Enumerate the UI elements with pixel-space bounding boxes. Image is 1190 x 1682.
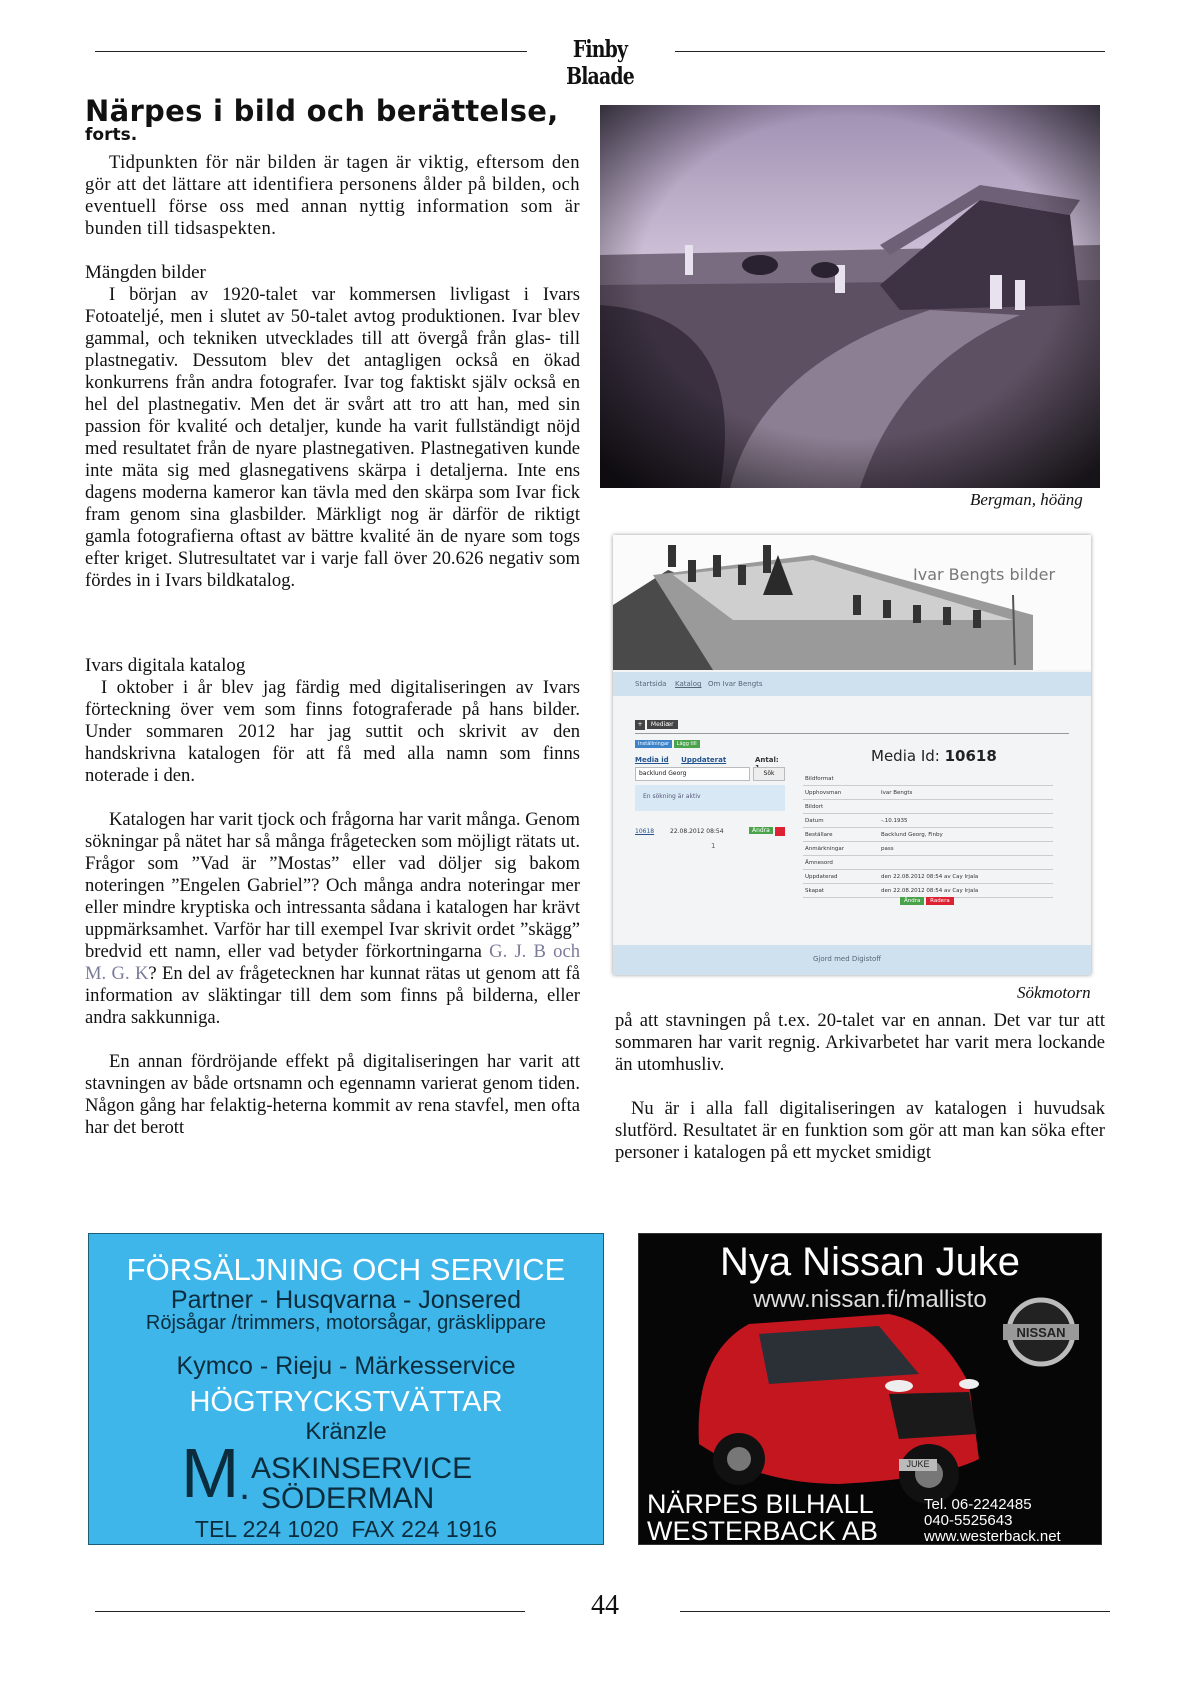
header-rule-right (675, 51, 1105, 52)
ad1-phone: TEL 224 1020 FAX 224 1916 (194, 1516, 498, 1542)
details-key: Bildformat (805, 776, 834, 782)
site-nav-bar (613, 672, 1091, 696)
photo-hay-meadow (600, 105, 1100, 488)
add-icon[interactable]: + (635, 720, 645, 730)
details-row (803, 800, 1053, 814)
nav-about[interactable]: Om Ivar Bengts (708, 680, 763, 688)
ad2-dealer-line2: WESTERBACK AB (647, 1516, 879, 1545)
site-footer (613, 945, 1091, 975)
site-footer-text: Gjord med Digistoff (813, 955, 882, 963)
article-subtitle: forts. (85, 125, 138, 145)
details-key: Ämnesord (805, 860, 833, 866)
ad1-company-line2: SÖDERMAN (261, 1482, 435, 1515)
details-value: den 22.08.2012 08:54 av Cay Irjala (881, 874, 979, 880)
nissan-logo-text: NISSAN (1016, 1325, 1066, 1340)
action-buttons (635, 740, 700, 748)
details-key: Anmärkningar (805, 846, 845, 852)
details-key: Uppdaterad (805, 874, 838, 880)
ad2-plate: JUKE (899, 1459, 937, 1471)
row-delete-button[interactable] (775, 827, 785, 836)
paragraph-result: Nu är i alla fall digitaliseringen av katalogen i huvudsak slutförd. Resultatet är en funktion som gör att man kan söka efter personer i katalogen på ett mycket smidigt (615, 1098, 1105, 1163)
ad2-web: www.westerback.net (924, 1528, 1061, 1545)
footer-rule-right (680, 1611, 1110, 1612)
ad2-phone2: 040-5525643 (924, 1512, 1013, 1529)
rooftop-banner-image (613, 535, 1091, 670)
ad1-kranzle: Kränzle (305, 1418, 387, 1445)
nav-home[interactable]: Startsida (635, 680, 667, 688)
header-rule-left (95, 51, 527, 52)
ad1-brands: Kymco - Rieju - Märkesservice (176, 1352, 516, 1380)
paragraph-catalog: I oktober i år blev jag färdig med digitaliseringen av Ivars förteckning över vem som finns fotograferade på hans bilder. Under sommaren 2012 har jag suttit och skrivit av den handskrivna katalogen för att få med alla namn som finns noterade i den. (85, 677, 580, 786)
details-key: Beställare (805, 832, 833, 838)
result-row[interactable] (635, 828, 795, 835)
toolbar (635, 720, 678, 730)
add-media-button[interactable]: Lägg till (674, 740, 700, 748)
ad1-products: Röjsågar /trimmers, motorsågar, gräsklippare (145, 1312, 547, 1334)
media-id-heading (871, 747, 997, 765)
ad2-url: www.nissan.fi/mallisto (753, 1286, 987, 1313)
column-left-top (85, 152, 580, 592)
ad2-title: Nya Nissan Juke (719, 1240, 1021, 1284)
nav-catalog[interactable]: Katalog (675, 680, 702, 688)
ad1-headline: FÖRSÄLJNING OCH SERVICE (126, 1252, 566, 1287)
section-heading-catalog: Ivars digitala katalog (85, 655, 246, 676)
paragraph-questions (85, 809, 580, 1029)
paragraph-spelling: En annan fördröjande effekt på digitaliseringen har varit att stavningen av både ortsnamn och egennamn varierat genom tiden. Någon gång har felaktig-heterna kommit av rena stavfel, men ofta har det berott (85, 1051, 580, 1138)
details-row (803, 842, 1053, 856)
details-row (803, 856, 1053, 870)
photo-caption: Bergman, höäng (970, 490, 1083, 509)
ad2-dealer-line1: NÄRPES BILHALL (647, 1489, 874, 1519)
row-edit-button[interactable]: Ändra (749, 827, 773, 834)
details-value: -.10.1935 (881, 818, 908, 824)
result-count: Antal: (755, 756, 779, 764)
details-key: Bildort (805, 804, 824, 810)
site-title: Ivar Bengts bilder (913, 565, 1056, 584)
details-row (803, 884, 1053, 898)
details-row (803, 772, 1053, 786)
details-key: Datum (805, 818, 824, 824)
results-header (635, 756, 779, 764)
paragraph-intro: Tidpunkten för när bilden är tagen är viktig, eftersom den gör att det lättare att identifiera personens ålder på bilden, och eventuell förse oss med annan nyttig information som är bunden till tidsaspekten. (85, 152, 580, 239)
details-value: den 22.08.2012 08:54 av Cay Irjala (881, 888, 979, 894)
result-row-id[interactable]: 10618 (635, 828, 655, 835)
paragraph-amount: I början av 1920-talet var kommersen livligast i Ivars Fotoateljé, men i slutet av 50-talet avtog produktionen. Ivar blev gammal, och tekniken utvecklades till att övergå från glas- till plastnegativ. Dessutom blev det antagligen också en ökad konkurrens från andra fotografer. Ivar tog faktiskt själv också en hel del plastnegativ. Men det är svårt att tro att han, med sin passion för kvalité och detaljer, kunde ha varit fullständigt nöjd med resultatet från de nyare plastnegativen. Plastnegativen kunde inte mäta sig med glasnegativens skärpa i detaljerna. Inte ens dagens moderna kameror kan tävla med den skärpa som Ivar fick fram genom sina glasbilder. Märkligt nog är därför de riktigt gamla fotografierna oftast av bättre kvalité än de nyare som togs efter kriget. Slutresultatet var i varje fall över 20.626 negativ som fördes in i Ivars bildkatalog. (85, 284, 580, 591)
media-menu-button[interactable]: Mediær (647, 720, 678, 729)
details-key: Skapat (805, 888, 824, 894)
questions-text-a: Katalogen har varit tjock och frågorna har varit många. Genom sökningar på nätet har så många frågetecken som möjligt rätats ut. Frågor som ”Vad är ”Mostas” eller vad döljer sig bakom noteringen ”Engelen Gabriel”? Och många andra noteringar mer eller mindre kryptiska och intressanta sådana i katalogen har krävt uppmärksamhet. Varför har till exempel Ivar skrivit ordet ”skägg” bredvid ett namn, eller vad betyder förkortningarna (85, 809, 580, 962)
active-search-text: En sökning är aktiv (643, 793, 701, 800)
details-actions (900, 898, 954, 904)
page-number: 44 (591, 1590, 619, 1621)
advert-maskinservice[interactable] (88, 1233, 604, 1545)
catalog-screenshot (613, 535, 1091, 975)
details-value: Backlund Georg, Finby (881, 832, 943, 838)
footer-rule-left (95, 1611, 525, 1612)
ad1-logo-dot: . (239, 1464, 251, 1508)
search-input[interactable]: backlund Georg (635, 767, 750, 781)
details-row (803, 870, 1053, 884)
screenshot-caption: Sökmotorn (1017, 983, 1091, 1002)
questions-abbreviations: G. J. B och M. G. K (85, 941, 581, 984)
magazine-name: Finby Blaade (566, 36, 634, 90)
media-id-value: 10618 (944, 747, 997, 765)
settings-button[interactable]: Inställningar (635, 740, 672, 748)
ad2-phone1: Tel. 06-2242485 (924, 1496, 1032, 1513)
historic-photo (600, 105, 1100, 488)
paragraph-weather: på att stavningen på t.ex. 20-talet var en annan. Det var tur att sommaren har varit regnig. Arkivarbetet har varit mera lockande än utomhusliv. (615, 1010, 1105, 1075)
details-row (803, 786, 1053, 800)
media-details-table (803, 772, 1053, 898)
section-heading-amount: Mängden bilder (85, 262, 206, 283)
article-title: Närpes i bild och berättelse, (85, 94, 559, 128)
edit-media-button[interactable]: Ändra (900, 897, 924, 905)
col-media-id[interactable]: Media id (635, 756, 669, 764)
ad1-partners: Partner - Husqvarna - Jonsered (170, 1286, 522, 1314)
details-key: Upphovsman (805, 790, 842, 796)
delete-media-button[interactable]: Radera (926, 897, 954, 905)
column-left-bottom (85, 655, 580, 1139)
active-search-box (635, 785, 785, 811)
ad1-logo-m: M (181, 1434, 240, 1512)
toolbar-rule (635, 733, 1069, 734)
search-button[interactable]: Sök (753, 767, 785, 781)
details-value: pass (881, 846, 894, 852)
details-value: Ivar Bengts (881, 790, 913, 796)
result-row-date: 22.08.2012 08:54 (670, 828, 724, 835)
col-updated[interactable]: Uppdaterat (681, 756, 727, 764)
pagination-page[interactable]: 1 (711, 842, 716, 850)
ad1-pressure-washers: HÖGTRYCKSTVÄTTAR (189, 1386, 503, 1418)
ad1-company-line1: ASKINSERVICE (251, 1452, 473, 1485)
details-row (803, 828, 1053, 842)
details-row (803, 814, 1053, 828)
questions-text-b: ? En del av frågetecknen har kunnat rätas ut genom att få information av släktingar till dem som finns på bilderna, eller andra sakkunniga. (85, 963, 581, 1028)
column-right-bottom (615, 1010, 1105, 1164)
media-id-label: Media Id: (871, 747, 940, 765)
advert-nissan[interactable] (638, 1233, 1102, 1545)
